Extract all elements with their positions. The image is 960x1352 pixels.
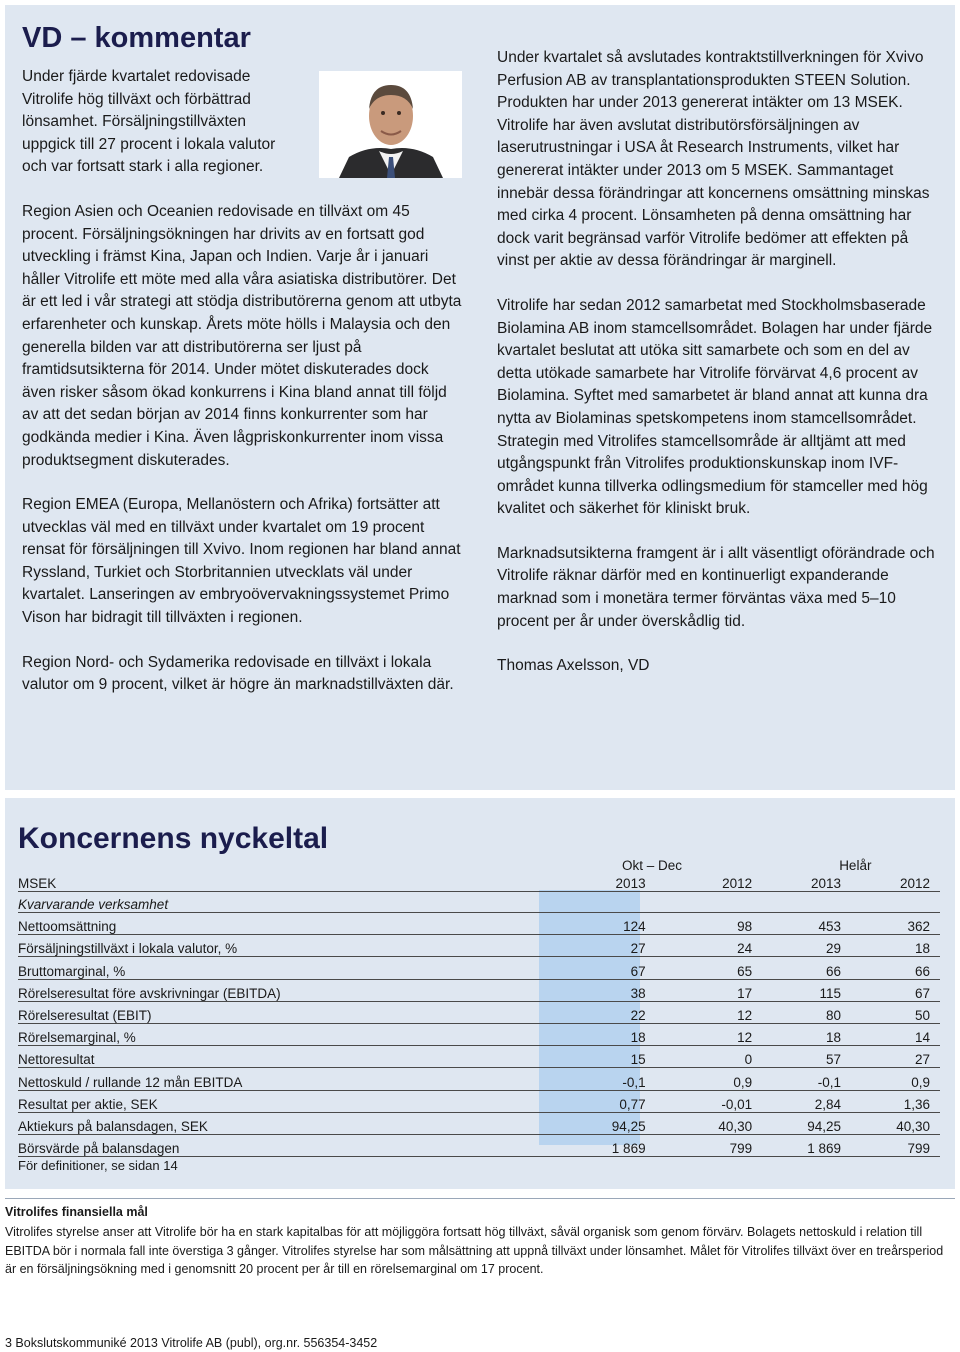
page-footer: 3 Bokslutskommuniké 2013 Vitrolife AB (publ), org.nr. 556354-3452 (5, 1336, 378, 1350)
unit-label: MSEK (18, 873, 549, 892)
table-row (18, 1134, 940, 1156)
financial-goals-text: Vitrolifes styrelse anser att Vitrolife bör ha en stark kapitalbas för att möjliggöra fortsatt hög tillväxt, såväl organisk som genom förvärv. Bolagets nettoskuld i relation till EBITDA bör i normala fall inte överstiga 3 gånger. Vitrolifes styrelse har som målsättning att uppnå tillväxt under lönsamhet. Målet för Vitrolifes tillväxt över en treårsperiod är en försäljningsökning med i genomsnitt 20 procent per år till en rörelsemarginal om 17 procent. (5, 1225, 944, 1276)
row-value: 27 (851, 1046, 940, 1068)
vd-paragraph-asia: Region Asien och Oceanien redovisade en tillväxt om 45 procent. Försäljningsökningen har drivits av en fortsatt god utveckling i främst Kina, Japan och Indien. Varje år i januari håller Vitrolife ett möte med alla våra asiatiska distributörer. Det är ett led i vår strategi att stödja distributörerna genom att utbyta erfarenheter och kunskap. Årets möte hölls i Malaysia och den generella bilden var att distributörerna ser ljust på framtidsutsikterna för 2014. Under mötet diskuterades dock även risker såsom ökad konkurrens i Kina bland annat till följd av att det sedan början av 2014 finns konkurrenter som har godkända medier i Kina. Även lågpriskonkurrenter inom vissa produktsegment diskuterades. (22, 202, 462, 469)
row-value: 0,9 (656, 1068, 763, 1090)
row-value: 1 869 (762, 1134, 851, 1156)
definitions-footnote: För definitioner, se sidan 14 (18, 1158, 178, 1173)
vd-paragraph-xvivo: Under kvartalet så avslutades kontraktstillverkningen för Xvivo Perfusion AB av transplantationsprodukten STEEN Solution. Produkten har under 2013 genererat intäkter om 13 MSEK. Vitrolife har även avslutat distributörsförsäljningen av laserutrustningar i USA åt Research Instruments, vilket har genererat intäkter under 2013 om 5 MSEK. Sammantaget innebär dessa förändringar att koncernens omsättning minskas med cirka 4 procent. Lönsamheten på denna omsättning har dock varit begränsad varför Vitrolife bedömer att effekten på vinst per aktie av dessa förändringar är marginell. (497, 49, 930, 270)
row-value: 799 (656, 1134, 763, 1156)
table-row (18, 935, 940, 957)
table-section-row (18, 892, 940, 913)
row-value: 0,77 (549, 1090, 656, 1112)
row-value: 124 (549, 913, 656, 935)
row-label: Nettoresultat (18, 1046, 549, 1068)
row-label: Resultat per aktie, SEK (18, 1090, 549, 1112)
row-value: 18 (549, 1023, 656, 1045)
row-value: 799 (851, 1134, 940, 1156)
row-value: 27 (549, 935, 656, 957)
year-header: 2013 (762, 873, 851, 892)
year-header: 2012 (851, 873, 940, 892)
vd-left-column (22, 66, 462, 719)
row-value: 66 (851, 957, 940, 979)
table-row (18, 913, 940, 935)
group-header-helar: Helår (839, 858, 872, 873)
row-value: 453 (762, 913, 851, 935)
row-value: 40,30 (851, 1112, 940, 1134)
row-value: 15 (549, 1046, 656, 1068)
row-value: 18 (762, 1023, 851, 1045)
row-label: Rörelsemarginal, % (18, 1023, 549, 1045)
group-header-okt-dec: Okt – Dec (622, 858, 683, 873)
row-value: 66 (762, 957, 851, 979)
table-row (18, 1068, 940, 1090)
row-value: 0,9 (851, 1068, 940, 1090)
financial-goals-title: Vitrolifes finansiella mål (5, 1205, 148, 1219)
row-label: Nettoskuld / rullande 12 mån EBITDA (18, 1068, 549, 1090)
table-row (18, 1112, 940, 1134)
vd-paragraph-emea: Region EMEA (Europa, Mellanöstern och Afrika) fortsätter att utvecklas väl med en tillväxt under kvartalet om 19 procent rensat för försäljningen till Xvivo. Inom regionen har bland annat Ryssland, Turkiet och Storbritannien utvecklats väl under kvartalet. Lanseringen av embryoövervakningssystemet Primo Vison har bidragit till tillväxten i regionen. (22, 496, 461, 627)
row-value: 14 (851, 1023, 940, 1045)
row-value: 17 (656, 979, 763, 1001)
row-value: 29 (762, 935, 851, 957)
table-row (18, 1046, 940, 1068)
row-value: 2,84 (762, 1090, 851, 1112)
row-value: 38 (549, 979, 656, 1001)
row-value: 65 (656, 957, 763, 979)
row-value: 1,36 (851, 1090, 940, 1112)
row-label: Försäljningstillväxt i lokala valutor, % (18, 935, 549, 957)
vd-title: VD – kommentar (22, 22, 251, 54)
row-value: 362 (851, 913, 940, 935)
vd-paragraph-biolamina: Vitrolife har sedan 2012 samarbetat med Stockholmsbaserade Biolamina AB inom stamcellsområdet. Bolagen har under fjärde kvartalet beslutat att utöka sitt samarbete och som en del av detta utökade samarbete har Vitrolife förvärvat 4,6 procent av Biolamina. Syftet med samarbetet är bland annat att kunna dra nytta av Biolaminas spetskompetens inom stamcellsområdet. Strategin med Vitrolifes stamcellsområde är alltjämt att med utgångspunkt från Vitrolifes produktionskunskap inom IVF-området kunna tillverka odlingsmedium för stamceller med hög kvalitet och säkerhet för kliniskt bruk. (497, 296, 933, 518)
vd-paragraph-americas: Region Nord- och Sydamerika redovisade en tillväxt i lokala valutor om 9 procent, vilket är högre än marknadstillväxten där. (22, 653, 454, 694)
table-header-groups (18, 855, 940, 873)
row-value: -0,1 (762, 1068, 851, 1090)
row-value: 57 (762, 1046, 851, 1068)
vd-right-column (497, 47, 943, 700)
row-value: -0,01 (656, 1090, 763, 1112)
table-row (18, 957, 940, 979)
year-header: 2013 (549, 873, 656, 892)
row-value: 98 (656, 913, 763, 935)
row-label: Aktiekurs på balansdagen, SEK (18, 1112, 549, 1134)
table-row (18, 1001, 940, 1023)
row-value: 40,30 (656, 1112, 763, 1134)
row-label: Nettoomsättning (18, 913, 549, 935)
vd-signature: Thomas Axelsson, VD (497, 657, 650, 675)
section-label: Kvarvarande verksamhet (18, 892, 549, 913)
row-value: 115 (762, 979, 851, 1001)
row-value: 12 (656, 1023, 763, 1045)
row-value: -0,1 (549, 1068, 656, 1090)
row-value: 80 (762, 1001, 851, 1023)
row-label: Börsvärde på balansdagen (18, 1134, 549, 1156)
table-row (18, 979, 940, 1001)
row-value: 0 (656, 1046, 763, 1068)
row-value: 67 (851, 979, 940, 1001)
year-header: 2012 (656, 873, 763, 892)
table-row (18, 1090, 940, 1112)
key-figures-table (18, 855, 940, 1157)
key-figures-title: Koncernens nyckeltal (18, 822, 329, 855)
table-row (18, 1023, 940, 1045)
row-value: 1 869 (549, 1134, 656, 1156)
row-value: 94,25 (549, 1112, 656, 1134)
row-value: 22 (549, 1001, 656, 1023)
row-label: Bruttomarginal, % (18, 957, 549, 979)
vd-paragraph-outlook: Marknadsutsikterna framgent är i allt väsentligt oförändrade och Vitrolife räknar därför med en kontinuerligt expanderande marknad som i monetära termer förväntas växa med 5–10 procent per år under överskådlig tid. (497, 544, 935, 630)
key-figures-body (18, 913, 940, 1157)
row-value: 67 (549, 957, 656, 979)
vd-intro-paragraph: Under fjärde kvartalet redovisade Vitrolife hög tillväxt och förbättrad lönsamhet. Försäljningstillväxten uppgick till 27 procent i lokala valutor och var fortsatt stark i alla regioner. (22, 68, 276, 176)
row-value: 12 (656, 1001, 763, 1023)
row-label: Rörelseresultat (EBIT) (18, 1001, 549, 1023)
table-header-years (18, 873, 940, 892)
row-value: 50 (851, 1001, 940, 1023)
row-value: 94,25 (762, 1112, 851, 1134)
row-label: Rörelseresultat före avskrivningar (EBITDA) (18, 979, 549, 1001)
divider (5, 1198, 955, 1199)
row-value: 18 (851, 935, 940, 957)
row-value: 24 (656, 935, 763, 957)
